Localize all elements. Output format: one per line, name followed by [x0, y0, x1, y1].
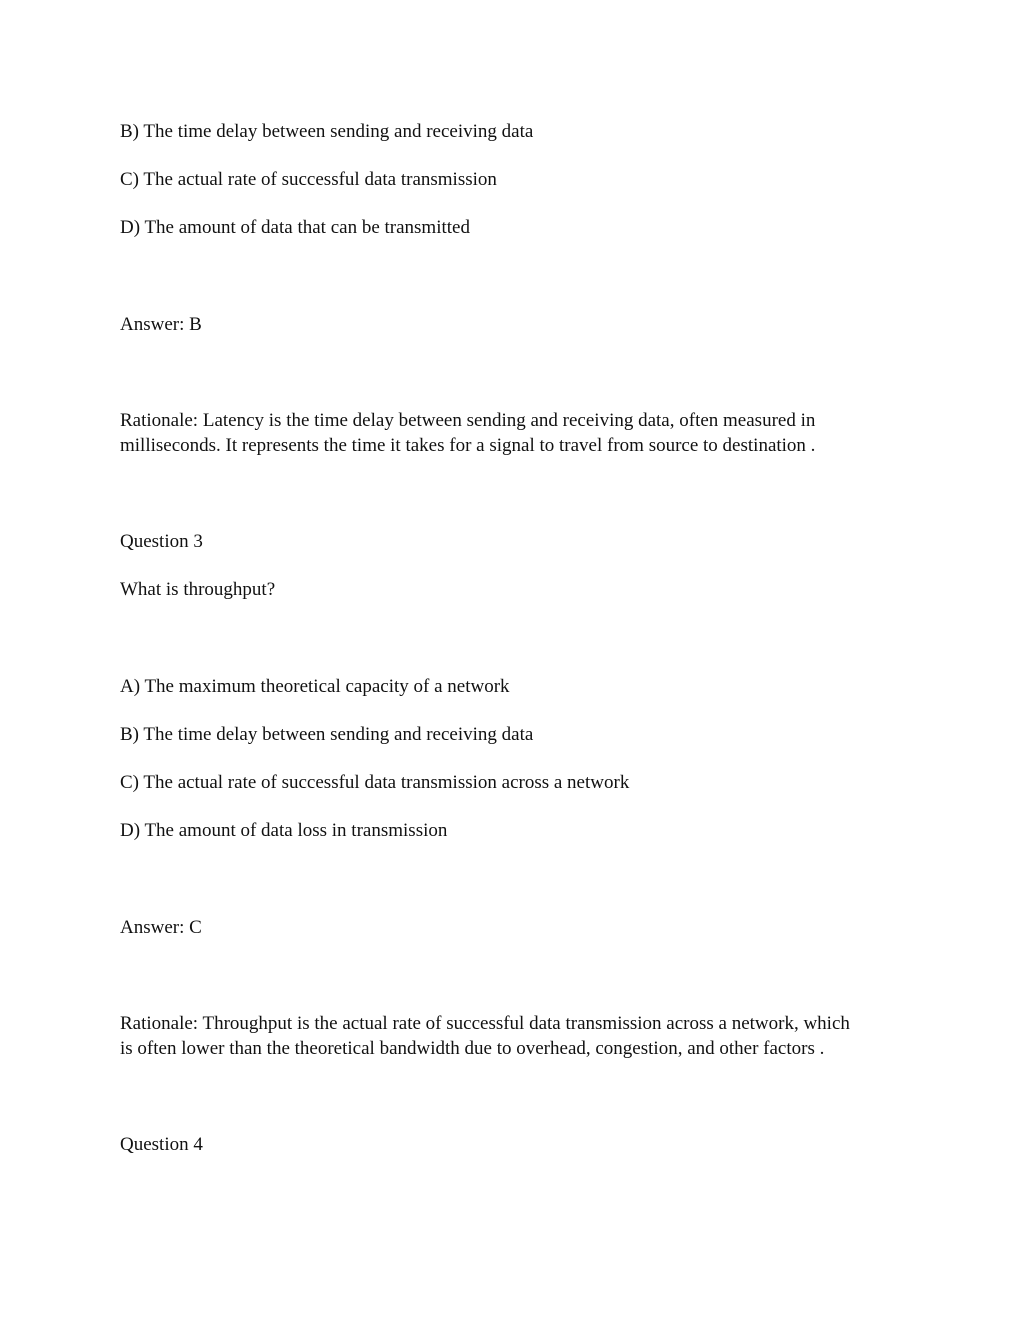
q2-rationale-line-1: Rationale: Latency is the time delay between sending and receiving data, often measured in — [120, 410, 816, 431]
q2-option-b: B) The time delay between sending and receiving data — [120, 121, 534, 142]
q3-option-b: B) The time delay between sending and receiving data — [120, 724, 534, 745]
q3-rationale-line-2: is often lower than the theoretical bandwidth due to overhead, congestion, and other factors . — [120, 1038, 825, 1059]
q3-answer: Answer: C — [120, 917, 202, 938]
q2-option-d: D) The amount of data that can be transmitted — [120, 217, 470, 238]
q3-option-c: C) The actual rate of successful data transmission across a network — [120, 772, 630, 793]
q3-heading: Question 3 — [120, 531, 203, 552]
q3-rationale — [120, 1011, 900, 1061]
q3-option-a: A) The maximum theoretical capacity of a network — [120, 676, 510, 697]
q2-rationale — [120, 408, 900, 458]
q2-answer: Answer: B — [120, 314, 202, 335]
q3-rationale-line-1: Rationale: Throughput is the actual rate of successful data transmission across a network, which — [120, 1013, 850, 1034]
q4-heading: Question 4 — [120, 1134, 203, 1155]
q3-prompt: What is throughput? — [120, 579, 276, 600]
q2-rationale-line-2: milliseconds. It represents the time it takes for a signal to travel from source to destination . — [120, 435, 816, 456]
q3-option-d: D) The amount of data loss in transmission — [120, 820, 448, 841]
q2-option-c: C) The actual rate of successful data transmission — [120, 169, 497, 190]
